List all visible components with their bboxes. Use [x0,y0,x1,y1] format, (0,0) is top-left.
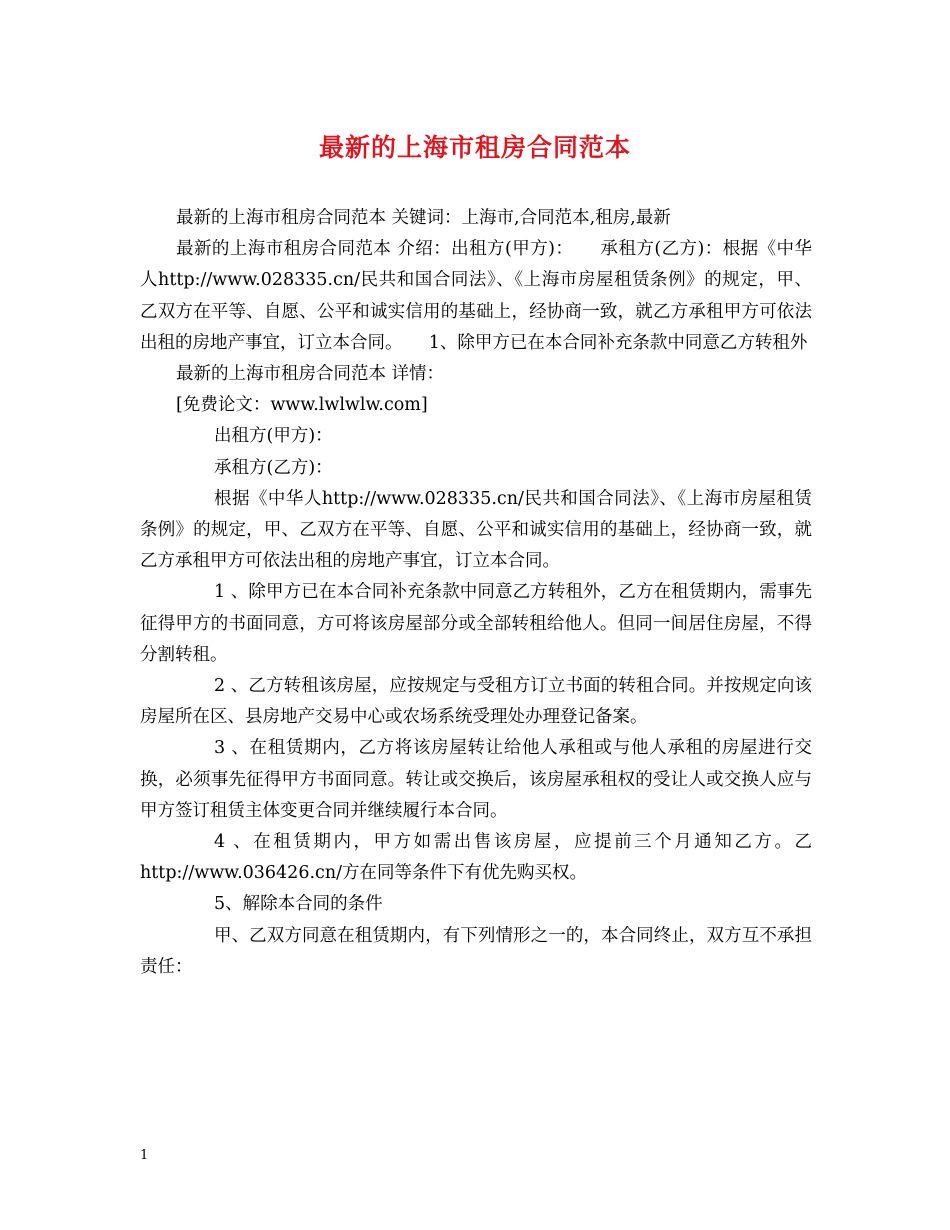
details-heading: 最新的上海市租房合同范本 详情： [176,364,445,385]
intro-paragraph: 最新的上海市租房合同范本 介绍：出租方(甲方)： 承租方(乙方)：根据《中华人http://www.028335.cn/民共和国合同法》、《上海市房屋租赁条例》的规定，甲、乙双方在平等、自愿、公平和诚实信用的基础上，经协商一致，就乙方承租甲方可依法出租的房地产事宜，订立本合同。 1、除甲方已在本合同补充条款中同意乙方转租外 [140,239,812,353]
page-number: 1 [140,1148,149,1163]
source-note: [免费论文：www.lwlwlw.com] [176,395,428,416]
document-title: 最新的上海市租房合同范本 [318,133,631,162]
clause-5-text: 甲、乙双方同意在租赁期内，有下列情形之一的，本合同终止，双方互不承担责任： [140,925,812,977]
clause-2: 2 、乙方转租该房屋，应按规定与受租方订立书面的转租合同。并按规定向该房屋所在区、县房地产交易中心或农场系统受理处办理登记备案。 [140,676,812,728]
document-body [140,203,812,983]
clause-3: 3 、在租赁期内，乙方将该房屋转让给他人承租或与他人承租的房屋进行交换，必须事先征得甲方书面同意。转让或交换后，该房屋承租权的受让人或交换人应与甲方签订租赁主体变更合同并继续履行本合同。 [140,738,812,821]
clause-4: 4 、在租赁期内，甲方如需出售该房屋，应提前三个月通知乙方。乙http://www.036426.cn/方在同等条件下有优先购买权。 [140,832,812,884]
lessee-line: 承租方(乙方)： [214,457,333,478]
preamble-paragraph: 根据《中华人http://www.028335.cn/民共和国合同法》、《上海市房屋租赁条例》的规定，甲、乙双方在平等、自愿、公平和诚实信用的基础上，经协商一致，就乙方承租甲方可依法出租的房地产事宜，订立本合同。 [140,488,812,572]
clause-1: 1 、除甲方已在本合同补充条款中同意乙方转租外，乙方在租赁期内，需事先征得甲方的书面同意，方可将该房屋部分或全部转租给他人。但同一间居住房屋，不得分割转租。 [140,582,812,665]
keywords-paragraph: 最新的上海市租房合同范本 关键词：上海市,合同范本,租房,最新 [176,208,671,228]
clause-5-heading: 5、解除本合同的条件 [214,894,383,915]
lessor-line: 出租方(甲方)： [214,426,333,447]
